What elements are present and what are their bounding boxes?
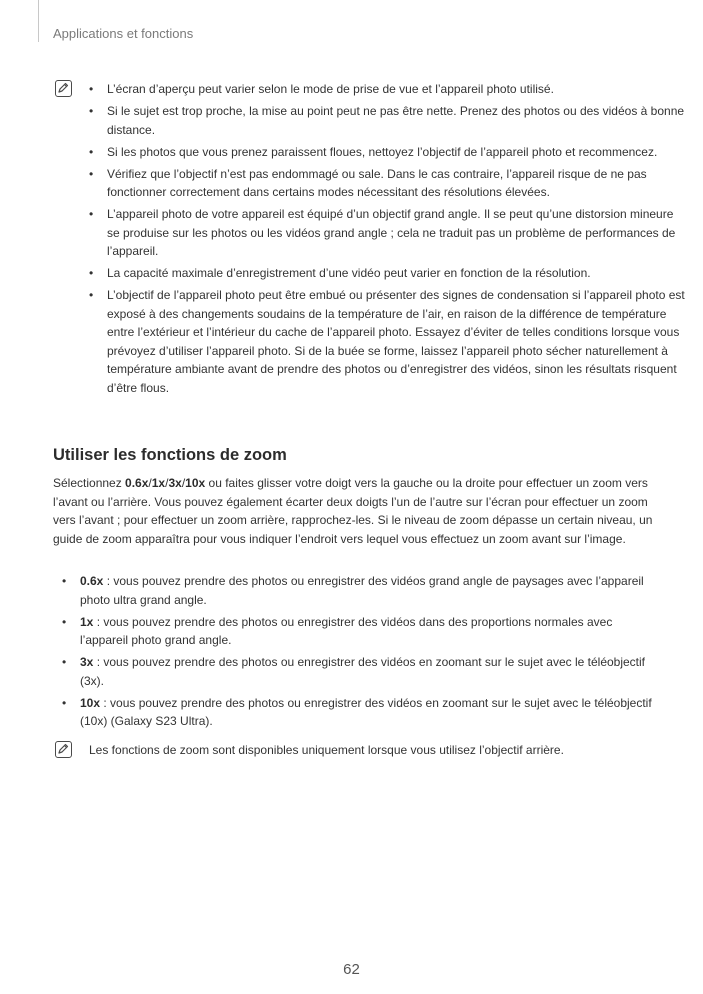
note-item: • Si les photos que vous prenez paraissent floues, nettoyez l’objectif de l’appareil photo et recommencez. <box>89 143 689 162</box>
note-list <box>89 80 689 401</box>
header-rule <box>38 0 39 42</box>
zoom-option-10x: 10x <box>185 476 206 490</box>
zoom-term: 10x <box>80 695 101 710</box>
note-item: • Vérifiez que l’objectif n’est pas endommagé ou sale. Dans le cas contraire, l’appareil risque de ne pas fonctionner correctement dans certains modes nécessitant des résolutions élevées. <box>89 165 689 202</box>
zoom-list <box>62 572 652 734</box>
running-header: Applications et fonctions <box>53 26 194 41</box>
section-title: Utiliser les fonctions de zoom <box>53 446 287 464</box>
note-item: • La capacité maximale d’enregistrement d’une vidéo peut varier en fonction de la résolution. <box>89 264 689 283</box>
note-text: Les fonctions de zoom sont disponibles uniquement lorsque vous utilisez l’objectif arrière. <box>89 743 564 757</box>
zoom-desc: : vous pouvez prendre des photos ou enregistrer des vidéos grand angle de paysages avec l’appareil photo ultra grand angle. <box>80 574 644 607</box>
note-item: • L’objectif de l’appareil photo peut être embué ou présenter des signes de condensation si l’appareil photo est exposé à des changements soudains de la température de l’air, en raison de la différence de température entre l’extérieur et l’intérieur du cache de l’appareil photo. Essayez d’éviter de telles conditions lorsque vous prévoyez d’utiliser l’appareil photo. Si de la buée se forme, laissez l’appareil photo sécher naturellement à température ambiante avant de prendre des photos ou d’enregistrer des vidéos, sinon les résultats risquent d’être flous. <box>89 286 689 397</box>
note-item: • L’appareil photo de votre appareil est équipé d’un objectif grand angle. Il se peut qu’une distorsion mineure se produise sur les photos ou les vidéos grand angle ; cela ne traduit pas un problème de performances de l’appareil. <box>89 205 689 261</box>
zoom-item <box>62 613 652 650</box>
zoom-term: 1x <box>80 614 94 629</box>
separator: / <box>148 476 152 490</box>
zoom-item <box>62 653 652 690</box>
separator: / <box>165 476 169 490</box>
zoom-desc: : vous pouvez prendre des photos ou enregistrer des vidéos dans des proportions normales avec l’appareil photo grand angle. <box>80 614 613 647</box>
zoom-desc: : vous pouvez prendre des photos ou enregistrer des vidéos en zoomant sur le sujet avec le téléobjectif (3x). <box>80 655 646 688</box>
note-pencil-icon <box>55 80 72 97</box>
intro-prefix: Sélectionnez <box>53 476 126 490</box>
note-item: • L’écran d’aperçu peut varier selon le mode de prise de vue et l’appareil photo utilisé. <box>89 80 689 99</box>
zoom-term: 0.6x <box>80 574 104 588</box>
note-item: • Si le sujet est trop proche, la mise au point peut ne pas être nette. Prenez des photos ou des vidéos à bonne distance. <box>89 102 689 139</box>
zoom-item <box>62 572 652 609</box>
section-intro <box>53 474 653 548</box>
note-pencil-icon <box>55 741 72 758</box>
intro-rest: ou faites glisser votre doigt vers la gauche ou la droite pour effectuer un zoom vers l’avant ou l’arrière. Vous pouvez également écarter deux doigts l’un de l’autre sur l’écran pour effectuer un zoom vers l’avant ; pour effectuer un zoom arrière, rapprochez-les. Si le niveau de zoom dépasse un certain niveau, un guide de zoom apparaîtra pour vous indiquer l’endroit vers lequel vous effectuez un zoom avant sur l’image. <box>53 476 653 546</box>
separator: / <box>181 476 186 490</box>
zoom-item <box>62 694 652 731</box>
zoom-desc: : vous pouvez prendre des photos ou enregistrer des vidéos en zoomant sur le sujet avec le téléobjectif (10x) (Galaxy S23 Ultra). <box>80 695 652 728</box>
zoom-option-3x: 3x <box>168 476 182 490</box>
zoom-option-1x: 1x <box>151 476 166 490</box>
zoom-option-06x: 0.6x <box>125 476 149 490</box>
page-number: 62 <box>343 961 360 978</box>
zoom-term: 3x <box>80 655 94 669</box>
